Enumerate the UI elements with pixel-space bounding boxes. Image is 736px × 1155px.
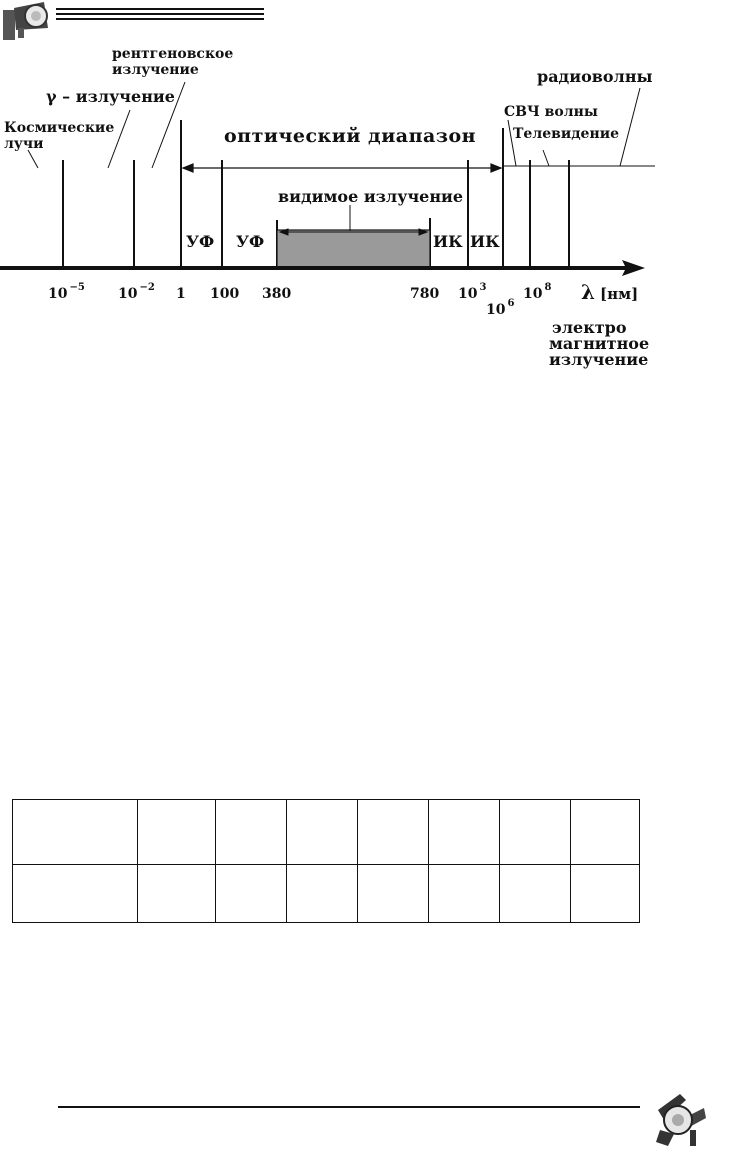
label-uv-left: УФ	[186, 232, 215, 251]
label-ir-right: ИК	[470, 232, 500, 251]
table-cell	[500, 800, 571, 865]
caption-em-line1: электро	[552, 318, 627, 337]
tick-1e3: 10 $^3$	[458, 282, 487, 302]
label-xray-line1: рентгеновское	[112, 46, 234, 62]
table-cell	[138, 800, 216, 865]
empty-table	[12, 799, 640, 923]
footer-rule	[58, 1106, 640, 1108]
tick-1e-2: 10 $^{-2}$	[118, 282, 155, 302]
table-cell	[571, 800, 640, 865]
tick-1e6: 10 $^6$	[486, 298, 515, 318]
label-television: Телевидение	[513, 126, 619, 142]
table-cell	[287, 865, 358, 923]
tick-1: 1	[176, 286, 186, 302]
table-cell	[287, 800, 358, 865]
table-cell	[13, 800, 138, 865]
caption-em-line2: магнитное	[549, 334, 650, 353]
tick-100: 100	[210, 286, 240, 302]
tick-1e8: 10 $^8$	[523, 282, 552, 302]
table-cell	[429, 800, 500, 865]
label-cosmic-line2: лучи	[4, 136, 44, 152]
table-cell	[216, 865, 287, 923]
label-cosmic-line1: Космические	[4, 120, 115, 136]
table-row	[13, 800, 640, 865]
axis-lambda: λ	[581, 280, 596, 304]
table-cell	[13, 865, 138, 923]
em-spectrum-diagram	[0, 0, 736, 400]
tick-380: 380	[262, 286, 292, 302]
table-cell	[138, 865, 216, 923]
label-gamma: γ – излучение	[46, 87, 175, 106]
table-cell	[500, 865, 571, 923]
label-optical-range: оптический диапазон	[224, 125, 477, 147]
label-uv-right: УФ	[236, 232, 265, 251]
spotlight-icon	[650, 1090, 710, 1150]
label-radio: радиоволны	[537, 67, 653, 86]
table-cell	[216, 800, 287, 865]
label-microwave: СВЧ волны	[504, 104, 598, 120]
axis-unit: [нм]	[600, 285, 639, 303]
table-row	[13, 865, 640, 923]
label-xray-line2: излучение	[112, 62, 199, 78]
optical-range-arrow	[183, 164, 501, 172]
table-cell	[571, 865, 640, 923]
spotlight-icon	[3, 2, 48, 40]
table-cell	[429, 865, 500, 923]
table-cell	[358, 800, 429, 865]
visible-band	[277, 230, 430, 268]
label-ir-left: ИК	[433, 232, 463, 251]
table-cell	[358, 865, 429, 923]
header-rule	[56, 9, 264, 19]
tick-1e-5: 10 $^{-5}$	[48, 282, 85, 302]
tick-780: 780	[410, 286, 440, 302]
label-visible: видимое излучение	[278, 187, 464, 206]
caption-em-line3: излучение	[549, 350, 649, 369]
